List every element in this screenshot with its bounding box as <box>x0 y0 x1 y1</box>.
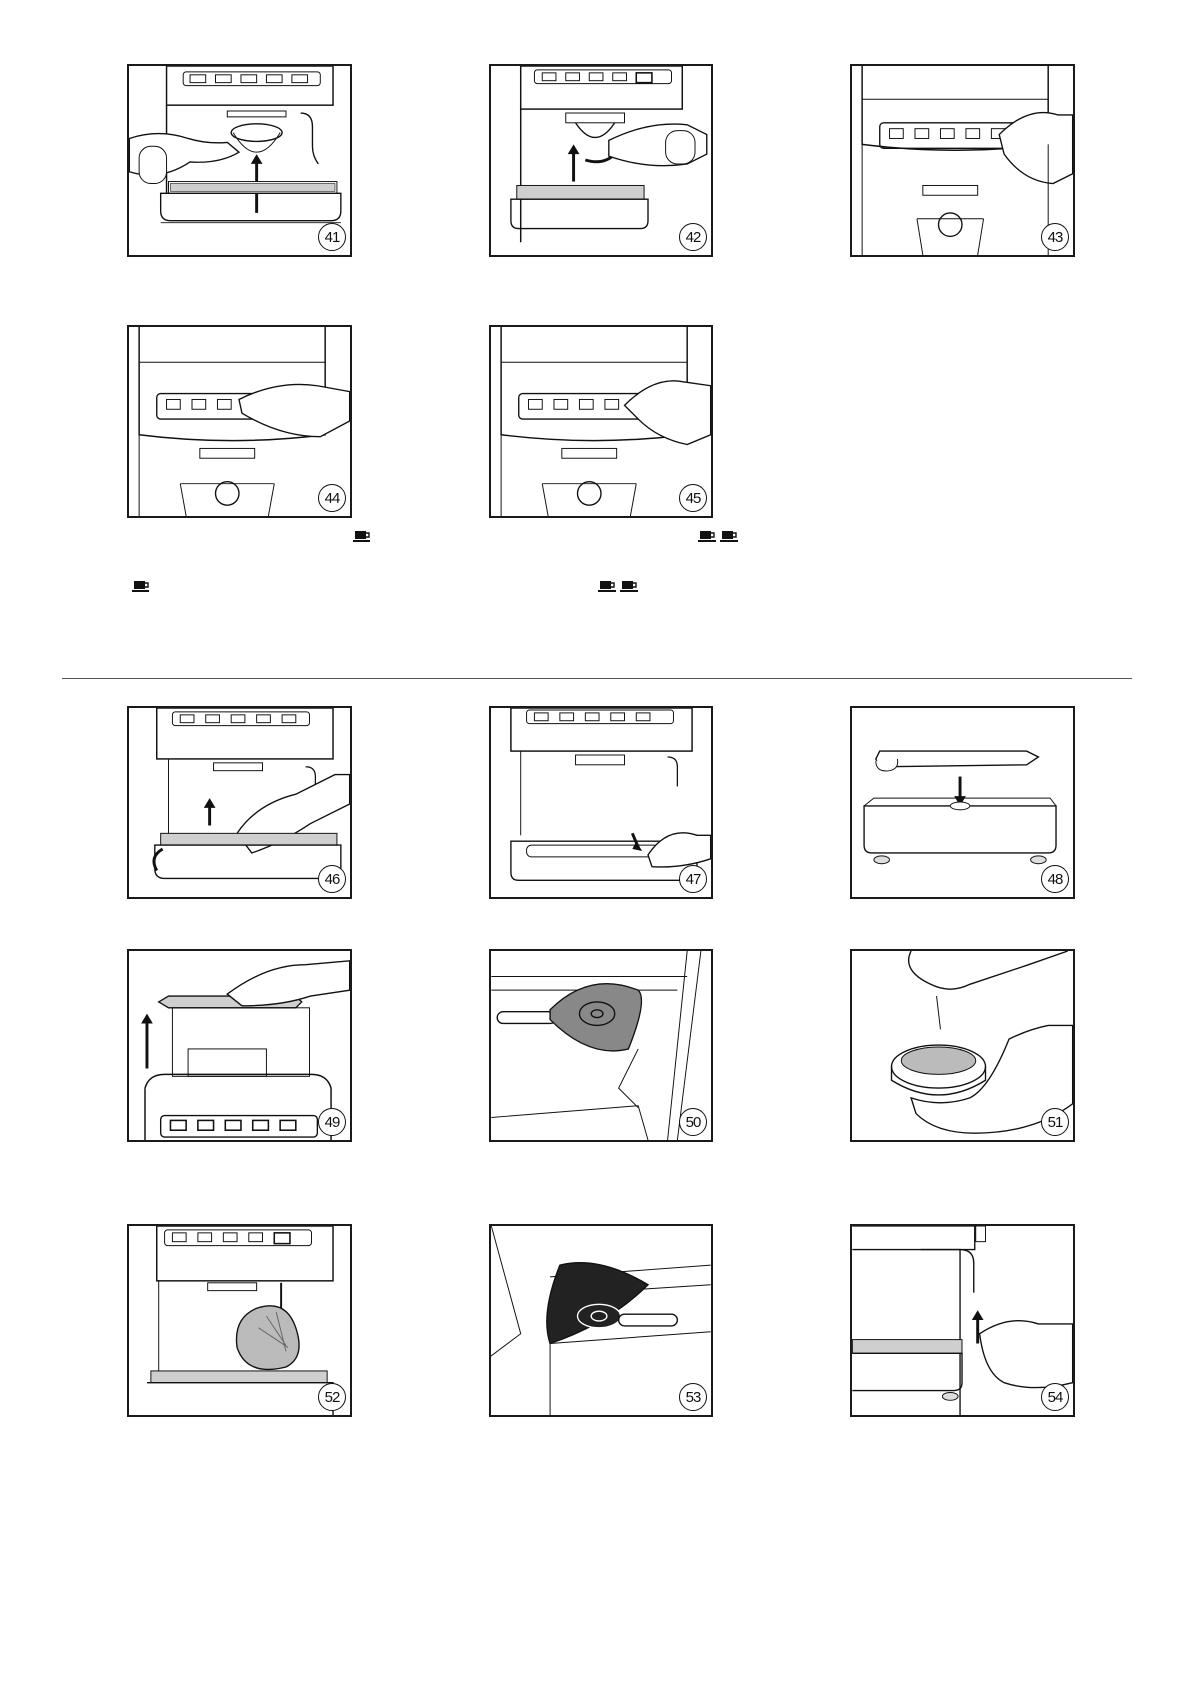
two-cups-icon <box>598 580 642 594</box>
figure-label: 53 <box>679 1383 707 1411</box>
figure-label: 42 <box>679 223 707 251</box>
one-cup-icon <box>353 530 373 544</box>
figure-49 <box>127 949 352 1142</box>
figure-42 <box>489 64 713 257</box>
figure-label: 45 <box>679 484 707 512</box>
figure-label: 46 <box>318 865 346 893</box>
figure-54 <box>850 1224 1075 1417</box>
two-cups-icon <box>698 530 742 544</box>
clean-filter-illustration <box>852 951 1073 1140</box>
figure-label: 48 <box>1041 865 1069 893</box>
figure-45 <box>489 325 713 518</box>
remove-water-tank-lid-illustration <box>129 951 350 1140</box>
figure-label: 41 <box>318 223 346 251</box>
press-coffee-button-illustration <box>852 66 1073 255</box>
figure-label: 50 <box>679 1108 707 1136</box>
figure-48 <box>850 706 1075 899</box>
figure-53 <box>489 1224 713 1417</box>
press-one-cup-button-illustration <box>129 327 350 516</box>
figure-44 <box>127 325 352 518</box>
remove-filter-holder-illustration <box>129 66 350 255</box>
figure-label: 43 <box>1041 223 1069 251</box>
insert-float-illustration <box>852 708 1073 897</box>
figure-label: 52 <box>318 1383 346 1411</box>
remove-steam-nozzle-illustration <box>852 1226 1073 1415</box>
figure-46 <box>127 706 352 899</box>
section-divider <box>62 678 1132 679</box>
figure-label: 47 <box>679 865 707 893</box>
one-cup-icon <box>132 580 152 594</box>
figure-label: 51 <box>1041 1108 1069 1136</box>
figure-label: 54 <box>1041 1383 1069 1411</box>
remove-drip-tray-illustration <box>129 708 350 897</box>
clean-steam-wand-illustration <box>129 1226 350 1415</box>
remove-float-illustration <box>491 708 711 897</box>
press-two-cup-button-illustration <box>491 327 711 516</box>
figure-50 <box>489 949 713 1142</box>
valve-lever-illustration <box>491 951 711 1140</box>
figure-label: 49 <box>318 1108 346 1136</box>
figure-label: 44 <box>318 484 346 512</box>
figure-41 <box>127 64 352 257</box>
figure-51 <box>850 949 1075 1142</box>
figure-43 <box>850 64 1075 257</box>
figure-47 <box>489 706 713 899</box>
figure-52 <box>127 1224 352 1417</box>
valve-lever-dark-illustration <box>491 1226 711 1415</box>
insert-filter-holder-illustration <box>491 66 711 255</box>
